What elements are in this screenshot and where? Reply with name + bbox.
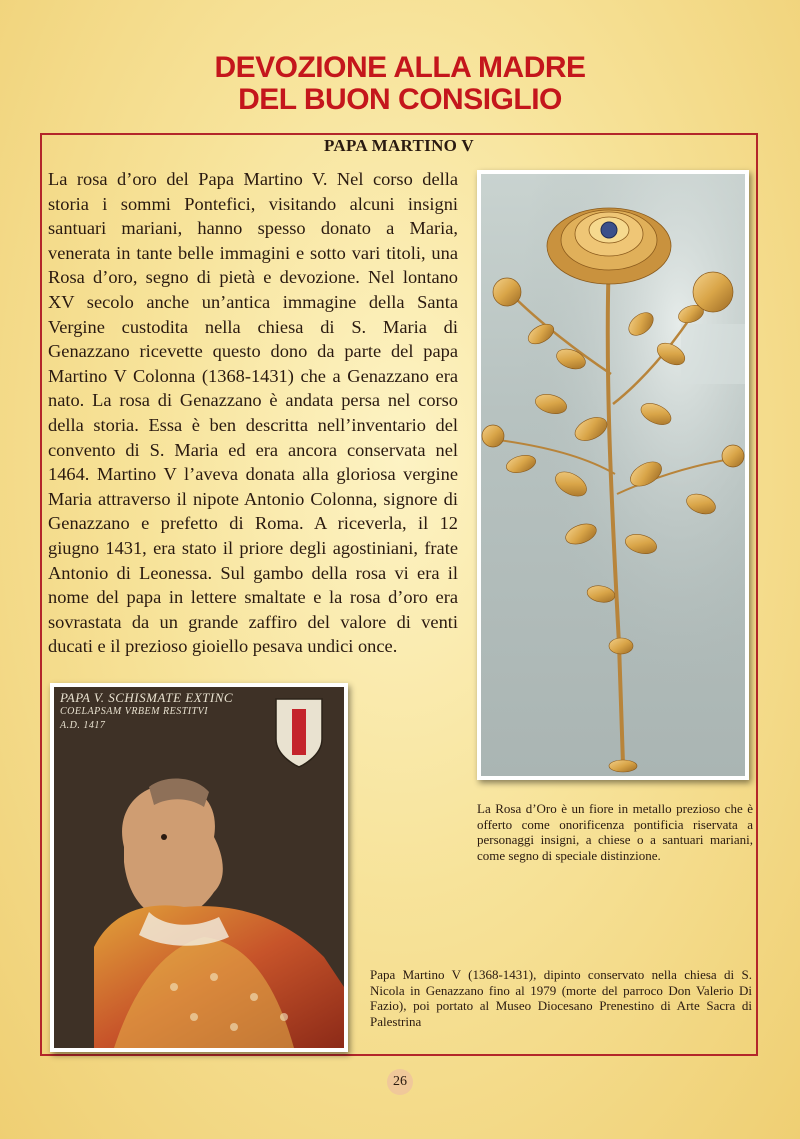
- page-title: [0, 52, 800, 116]
- golden-rose-illustration: [481, 174, 745, 776]
- rose-caption: La Rosa d’Oro è un fiore in metallo prezioso che è offerto come onorificenza pontificia riservata a personaggi insigni, a chiese o a santuari mariani, come segno di speciale distinzione.: [477, 801, 753, 863]
- body-paragraph: La rosa d’oro del Papa Martino V. Nel corso della storia i sommi Pontefici, visitando alcuni insigni santuari mariani, hanno spesso donato a Maria, venerata in tante belle immagini e sotto vari titoli, una Rosa d’oro, segno di pietà e devozione. Nel lontano XV secolo anche un’antica immagine della Santa Vergine custodita nella chiesa di S. Maria di Genazzano ricevette questo dono da parte del papa Martino V Colonna (1368-1431) che a Genazzano era nato. La rosa di Genazzano è andata persa nel corso della storia. Essa è ben descritta nell’inventario del convento di S. Maria ed era ancora conservata nel 1464. Martino V l’aveva donata alla gloriosa vergine Maria attraverso il nipote Antonio Colonna, signore di Genazzano e prefetto di Roma. A riceverla, il 12 giugno 1431, era stato il priore degli agostiniani, frate Antonio di Leonessa. Sul gambo della rosa vi era il nome del papa in lettere smaltate e la rosa d’oro era sovrastata da un grande zaffiro del valore di venti ducati e il prezioso gioiello pesava undici once.: [48, 169, 458, 657]
- page-number: 26: [387, 1069, 413, 1095]
- pope-portrait-painting: [50, 683, 348, 1052]
- portrait-caption: Papa Martino V (1368-1431), dipinto conservato nella chiesa di S. Nicola in Genazzano fino al 1979 (morte del parroco Don Valerio Di Fazio), poi portato al Museo Diocesano Prenestino di Arte Sacra di Palestrina: [370, 967, 752, 1029]
- pope-portrait-illustration: [54, 687, 344, 1048]
- page-title-line-1: DEVOZIONE ALLA MADRE: [214, 51, 586, 84]
- inscription-line-3: A.D. 1417: [60, 720, 106, 731]
- portrait-inscription: [60, 691, 280, 733]
- page-title-line-2: DEL BUON CONSIGLIO: [238, 83, 562, 116]
- section-subtitle: PAPA MARTINO V: [324, 136, 474, 155]
- golden-rose-photo: [477, 170, 749, 780]
- inscription-line-2: COELAPSAM VRBEM RESTITVI: [60, 706, 209, 717]
- inscription-line-1: PAPA V. SCHISMATE EXTINC: [60, 690, 234, 705]
